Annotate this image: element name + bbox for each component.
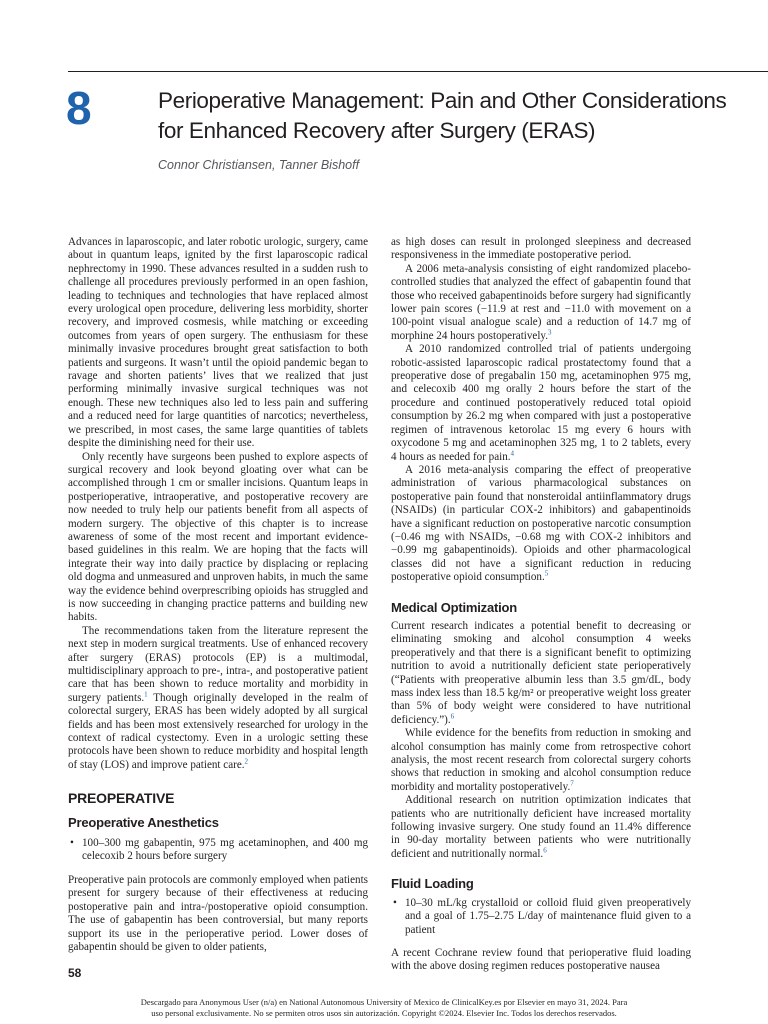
footer-line: uso personal exclusivamente. No se permiten otros usos sin autorización. Copyright ©2024. Elsevier Inc. Todos los derechos reservados. [151, 1007, 617, 1018]
bullet-item: • 100–300 mg gabapentin, 975 mg acetaminophen, and 400 mg celecoxib 2 hours before surgery [82, 837, 368, 864]
citation-link[interactable]: 7 [570, 779, 574, 788]
paragraph: Advances in laparoscopic, and later robotic urologic, surgery, came about in quantum leaps, ignited by the first laparoscopic radical nephrectomy in 1990. These advances resulted in a sudden rush to challenge all procedures previously performed in an open fashion, leading to techniques and technologies that have replaced almost every urological open procedure, delivering less morbidity, shorter recovery, and improved cosmesis, while matching or exceeding outcomes from years of open surgery. The enthusiasm for these minimally invasive procedures brought great satisfaction to both patients and surgeons. It wasn’t until the opioid pandemic began to ravage and shorten patients’ lives that we realized that just performing minimally invasive surgical techniques was not enough. These new techniques also led to less pain and suffering and a reduced need for large quantities of narcotics; nevertheless, we prescribed, in most cases, the same large quantities of tablets despite the diminishing need for their use. [68, 236, 368, 450]
chapter-number: 8 [66, 82, 92, 134]
top-rule [68, 71, 768, 72]
paragraph: as high doses can result in prolonged sleepiness and decreased responsiveness in the immediate postoperative period. [391, 236, 691, 262]
bullet-list [68, 837, 368, 864]
bullet-item: • 10–30 mL/kg crystalloid or colloid fluid given preoperatively and a goal of 1.75–2.75 L/day of maintenance fluid given to a patient [405, 897, 691, 937]
paragraph-text: While evidence for the benefits from reduction in smoking and alcohol consumption has mainly come from retrospective cohort analysis, the most recent research from colorectal surgery cohorts shows that reduction in smoking and alcohol consumption reduce morbidity and mortality postoperatively. [391, 727, 691, 793]
citation-link[interactable]: 4 [510, 448, 515, 457]
download-footer [120, 997, 648, 1018]
citation-link[interactable]: 3 [548, 328, 552, 337]
left-column [68, 236, 368, 954]
footer-line: Descargado para Anonymous User (n/a) en National Autonomous University of Mexico de ClinicalKey.es por Elsevier en mayo 31, 2024. Para [140, 997, 628, 1007]
citation-link[interactable]: 6 [543, 846, 547, 855]
subsection-heading-medical-optimization: Medical Optimization [391, 599, 518, 615]
paragraph [68, 625, 368, 772]
paragraph-text: A 2010 randomized controlled trial of patients undergoing robotic-assisted laparoscopic radical prostatectomy found that a preoperative dose of pregabalin 150 mg, acetaminophen 975 mg, and celecoxib 400 mg orally 2 hours before the start of the procedure and continued postoperatively reduced total opioid consumption by 26.2 mg when compared with just a postoperative regimen of intravenous ketorolac 15 mg every 6 hours with oxycodone 5 mg and acetaminophen 325 mg, 1 to 2 tablets, every 4 hours as needed for pain. [391, 343, 691, 463]
paragraph: A recent Cochrane review found that perioperative fluid loading with the above dosing regimen reduces postoperative nausea [391, 946, 691, 973]
paragraph-text: The recommendations taken from the literature represent the next step in modern surgical treatments. Use of enhanced recovery after surgery (ERAS) protocols (EP) is a multimodal, multidisciplinary approach to pre-, intra-, and postoperative patient care that has been shown to reduce mortality and morbidity in surgery patients. [68, 624, 368, 704]
paragraph-text: A 2006 meta-analysis consisting of eight randomized placebo-controlled studies that analyzed the effect of gabapentin found that those who received gabapentinoids before surgery had significantly lower pain scores (−11.9 at rest and −11.0 with movement on a 100-point visual analogue scale) and a reduction of 14.7 mg of morphine 24 hours postoperatively. [391, 262, 691, 342]
chapter-authors: Connor Christiansen, Tanner Bishoff [158, 158, 360, 172]
paragraph [391, 343, 691, 464]
chapter-title-line2: for Enhanced Recovery after Surgery (ERAS) [158, 118, 596, 143]
bullet-list [391, 897, 691, 937]
paragraph [391, 263, 691, 343]
page-number: 58 [68, 966, 82, 980]
paragraph [391, 794, 691, 861]
paragraph-text: Additional research on nutrition optimization indicates that patients who are nutritionally deficient have increased mortality following invasive surgery. One study found an 11.4% difference in 90-day mortality between patients who were nutritionally deficient and nutritionally normal. [391, 794, 691, 860]
paragraph [391, 727, 691, 794]
paragraph [391, 620, 691, 727]
paragraph-text: A 2016 meta-analysis comparing the effect of preoperative administration of various pharmacological substances on postoperative pain found that nonsteroidal antiinflammatory drugs (NSAIDs) (in particular COX-2 inhibitors) and gabapentinoids have a significant reduction on postoperative narcotic consumption (−0.46 mg with NSAIDs, −0.68 mg with COX-2 inhibitors and −0.99 mg gabapentinoids). Opioids and other pharmacological classes did not have a significant reduction in reducing postoperative opioid consumption. [391, 463, 691, 584]
paragraph: Only recently have surgeons been pushed to explore aspects of surgical recovery and look beyond gloating over what can be accomplished through 1 cm or smaller incisions. Quantum leaps in postperioperative, intraoperative, and postoperative recovery are now needed to truly help our patients benefit from all aspects of modern surgery. The objective of this chapter is to increase awareness of some of the most recent and important evidence-based guidelines in this realm. We are hoping that the facts will integrate their way into daily practice by displacing or replacing old dogma and unmeasured and unproven habits, in much the same way the evidence behind overprescribing opioids has struggled and is now succeeding in changing practice patterns and building new habits. [68, 450, 368, 624]
chapter-title [158, 86, 727, 146]
subsection-heading-anesthetics: Preoperative Anesthetics [68, 814, 219, 830]
section-heading-preoperative: PREOPERATIVE [68, 790, 175, 807]
subsection-heading-fluid-loading: Fluid Loading [391, 876, 474, 892]
citation-link[interactable]: 6 [450, 712, 455, 721]
paragraph-text: Current research indicates a potential benefit to decreasing or eliminating smoking and alcohol consumption 4 weeks preoperatively and that there is a significant benefit to optimizing nutrition to avoid a nutritionally deficient state perioperatively (“Patients with preoperative albumin less than 3.5 gm/dL, body mass index less than 18.5 kg/m² or preoperative weight loss greater than 5% of body weight were considered to have nutritional deficiency.”). [391, 619, 691, 726]
chapter-title-line1: Perioperative Management: Pain and Other Considerations [158, 88, 727, 113]
paragraph-text: Though originally developed in the realm of colorectal surgery, ERAS has been widely adopted by all surgical fields and has been most extensively researched for urology in the context of radical cystectomy. Even in a urologic setting these protocols have been shown to reduce morbidity and hospital length of stay (LOS) and improve patient care. [68, 691, 368, 771]
right-column [391, 236, 691, 974]
citation-link[interactable]: 2 [244, 757, 249, 766]
citation-link[interactable]: 1 [144, 690, 148, 699]
paragraph: Preoperative pain protocols are commonly employed when patients present for surgery because of their effectiveness at reducing postoperative pain and intra-/postoperative opioid consumption. The use of gabapentin has been controversial, but many reports support its use in the perioperative period. Lower doses of gabapentin should be given to older patients, [68, 873, 368, 953]
citation-link[interactable]: 5 [544, 569, 549, 578]
paragraph [391, 464, 691, 585]
